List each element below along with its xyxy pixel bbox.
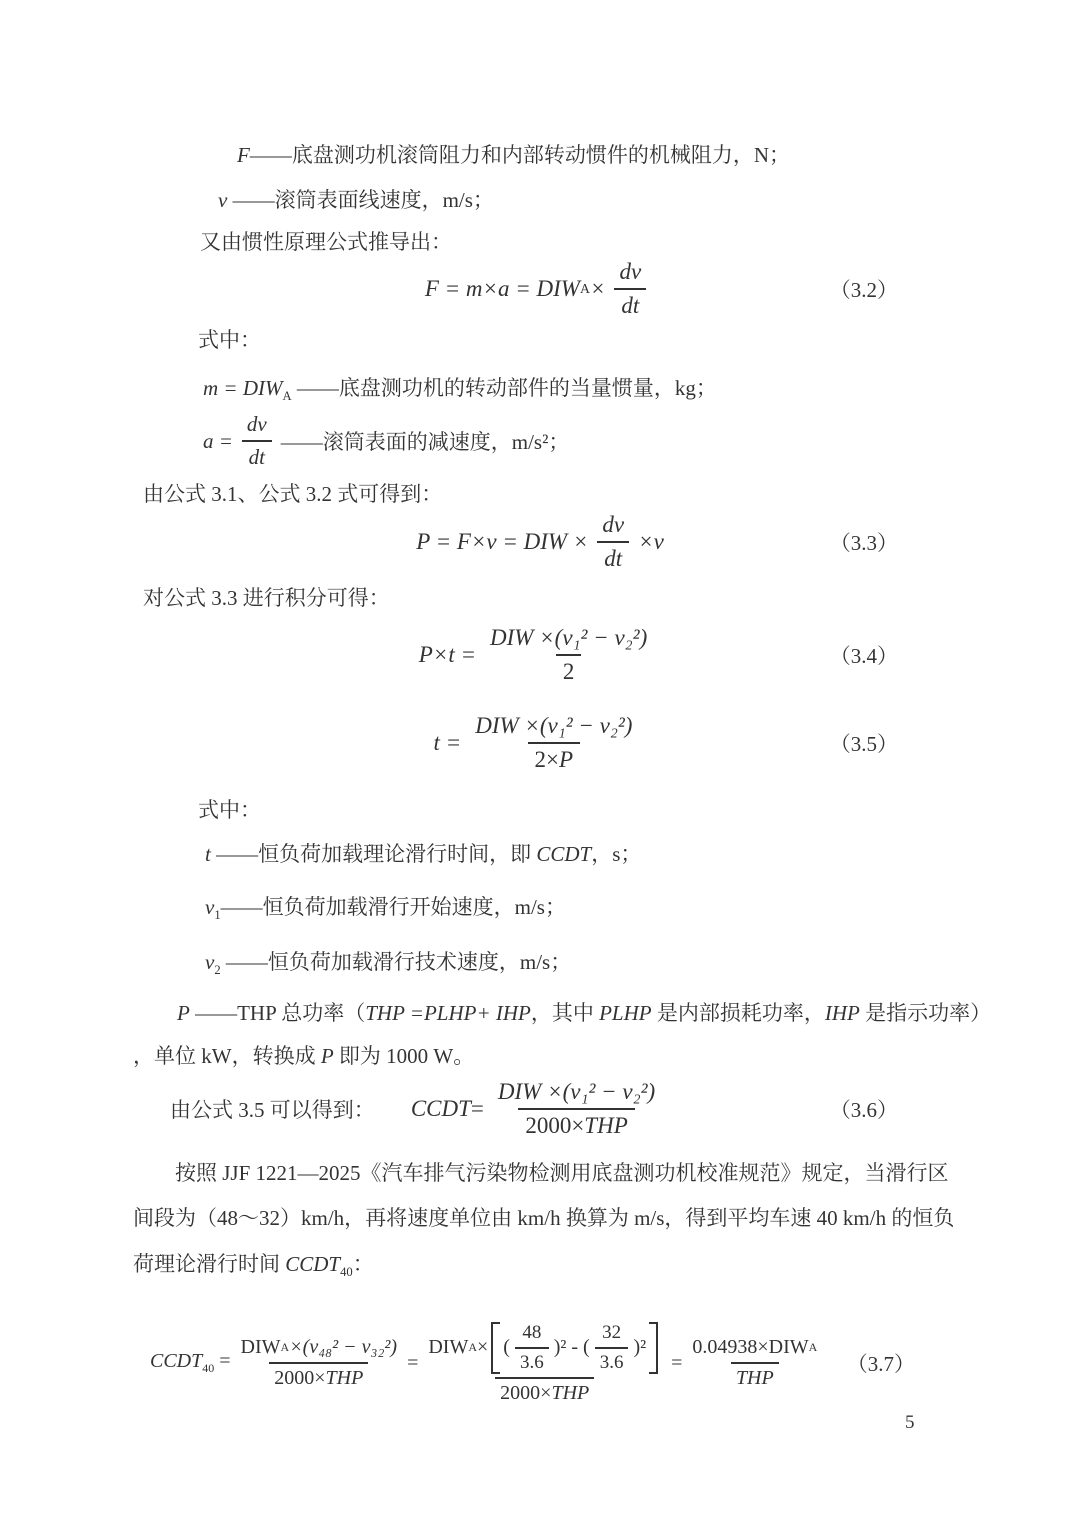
- definition-a: [203, 405, 569, 477]
- eq33-fraction: [595, 512, 631, 572]
- definition-v: [218, 187, 494, 213]
- eq37-inner-fraction-48: [515, 1322, 549, 1374]
- equation-number-3-2: （3.2）: [829, 278, 898, 302]
- eq36-label: 由公式 3.5 可以得到：: [170, 1098, 375, 1122]
- symbol-v2-sub: 2: [214, 963, 221, 978]
- symbol-P: P: [177, 1001, 190, 1025]
- eq37-f1-denominator: [269, 1362, 368, 1390]
- symbol-v: v: [218, 188, 228, 212]
- eq35-fraction: [468, 713, 639, 773]
- eq37-inner-48-num: 48: [522, 1321, 542, 1343]
- eq34-denominator: 2: [556, 654, 582, 685]
- definition-P-text-1: ——THP 总功率（: [189, 1001, 366, 1025]
- eq35-lhs: t =: [433, 730, 462, 755]
- paragraph-jjf-line-2: 间段为（48～32）km/h，再将速度单位由 km/h 换算为 m/s，得到平均车速 40 km/h 的恒负: [133, 1206, 955, 1230]
- eq37-f2-den-coefficient: 2000×: [500, 1381, 552, 1404]
- eq36-fraction: [491, 1079, 662, 1139]
- eq37-f3-coefficient: 0.04938×DIW: [692, 1336, 809, 1358]
- eq32-subscript-A: A: [579, 281, 590, 296]
- eq37-equals-3: =: [671, 1351, 683, 1374]
- eq32-numerator: dv: [619, 259, 642, 284]
- equation-number-3-6: （3.6）: [829, 1098, 898, 1122]
- eq36-numerator: DIW ×(v₁² − v₂²): [497, 1079, 656, 1104]
- eq33-numerator: dv: [602, 512, 625, 537]
- eq37-f2-times: ×: [477, 1336, 489, 1358]
- definition-a-text: ——滚筒表面的减速度，m/s²；: [280, 430, 570, 454]
- definition-P-plhp: PLHP: [599, 1001, 652, 1025]
- paragraph-jjf-line-3-text: 荷理论滑行时间: [133, 1252, 286, 1276]
- paragraph-shizhong-1: 式中：: [198, 328, 261, 352]
- eq37-inner-32-den: 3.6: [595, 1347, 629, 1374]
- eq37-f3-denominator: THP: [731, 1362, 779, 1390]
- eq37-lhs: [150, 1350, 231, 1376]
- equation-3-7: [0, 1298, 1080, 1428]
- symbol-m-sub: A: [282, 389, 292, 404]
- paragraph-jjf-line-1: 按照 JJF 1221—2025《汽车排气污染物检测用底盘测功机校准规范》规定，当滑行区: [175, 1161, 949, 1185]
- definition-v1: [205, 894, 566, 924]
- definition-t: [205, 841, 641, 867]
- definition-P: [177, 1000, 991, 1026]
- eq37-f1-numerator: [236, 1336, 403, 1362]
- eq35-denominator: [528, 742, 581, 773]
- eq37-f1-den-variable: THP: [325, 1367, 364, 1389]
- eq37-f3-diw-sub: A: [808, 1340, 818, 1354]
- eq37-mid-text: )² - (: [553, 1336, 590, 1358]
- page-number: 5: [905, 1412, 915, 1433]
- eq35-den-coefficient: 2×: [534, 747, 560, 772]
- equation-3-2: [0, 251, 1080, 327]
- eq35-numerator: DIW ×(v₁² − v₂²): [475, 713, 633, 738]
- eq37-fraction-3: [687, 1336, 822, 1390]
- eq37-f3-numerator: [687, 1336, 822, 1362]
- eq37-equals-2: =: [407, 1351, 419, 1374]
- eq37-f2-diw: DIW: [428, 1336, 469, 1358]
- eq33-rhs: ×v: [638, 529, 664, 554]
- eq37-f1-diw: DIW: [240, 1336, 281, 1358]
- eq33-denominator: dt: [597, 541, 629, 572]
- eq34-lhs: P×t =: [418, 642, 476, 667]
- symbol-a: a =: [203, 428, 233, 453]
- equation-3-6: [0, 1071, 1080, 1147]
- equation-number-3-7: （3.7）: [846, 1352, 915, 1376]
- eq37-f2-numerator: [423, 1322, 666, 1377]
- eq37-bracket-group: [491, 1322, 658, 1374]
- paragraph-jjf-line-3: [133, 1251, 374, 1281]
- right-bracket-icon: [649, 1322, 658, 1374]
- paragraph-jjf-line-3-colon: ：: [352, 1252, 374, 1276]
- symbol-m-diw: m = DIW: [203, 376, 283, 400]
- eq36-denominator: [518, 1108, 634, 1139]
- eq37-ccdt: CCDT: [150, 1350, 203, 1372]
- definition-t-text-1: ——恒负荷加载理论滑行时间，即: [210, 842, 537, 866]
- definition-a-denominator: dt: [242, 440, 272, 470]
- eq37-f2-denominator: [495, 1377, 594, 1405]
- eq37-close-paren: )²: [633, 1336, 647, 1358]
- eq37-ccdt-sub: 40: [202, 1361, 215, 1375]
- eq32-fraction: [612, 259, 648, 319]
- definition-P-continuation: [133, 1043, 474, 1069]
- paragraph-from-3-1-3-2: 由公式 3.1、公式 3.2 式可得到：: [143, 482, 443, 506]
- equation-3-3: [0, 504, 1080, 580]
- definition-v2: [205, 949, 571, 979]
- eq37-f2-diw-sub: A: [468, 1340, 477, 1354]
- definition-P-text-4: 是指示功率）: [859, 1001, 992, 1025]
- eq32-lhs: F = m×a = DIW: [424, 276, 580, 301]
- definition-m: [203, 375, 717, 405]
- equation-3-4: [0, 617, 1080, 693]
- definition-a-fraction: [240, 412, 274, 470]
- definition-t-ccdt: CCDT: [536, 842, 592, 866]
- definition-P-thp-formula: THP =PLHP+ IHP: [365, 1001, 531, 1025]
- eq36-den-coefficient: 2000×: [525, 1113, 585, 1138]
- symbol-v1-sub: 1: [214, 908, 221, 923]
- eq37-f2-den-variable: THP: [551, 1381, 590, 1404]
- definition-P-cont-text-1: ，单位 kW，转换成: [133, 1044, 321, 1068]
- eq36-den-variable: THP: [584, 1113, 628, 1138]
- paragraph-jjf-ccdt40: CCDT: [285, 1252, 341, 1276]
- eq37-inner-48-den: 3.6: [515, 1347, 549, 1374]
- definition-v-text: ——滚筒表面线速度，m/s；: [227, 188, 494, 212]
- eq35-den-variable: P: [559, 747, 574, 772]
- symbol-v1: v: [205, 895, 215, 919]
- definition-m-text: ——底盘测功机的转动部件的当量惯量，kg；: [291, 376, 717, 400]
- equation-number-3-4: （3.4）: [829, 644, 898, 668]
- definition-P-cont-symbol: P: [320, 1044, 334, 1068]
- definition-v1-text: ——恒负荷加载滑行开始速度，m/s；: [220, 895, 566, 919]
- equation-3-5: [0, 705, 1080, 781]
- eq37-inner-fraction-32: [595, 1322, 629, 1374]
- definition-t-text-2: ，s；: [591, 842, 642, 866]
- left-bracket-icon: [491, 1322, 500, 1374]
- eq37-f1-diw-sub: A: [280, 1340, 290, 1354]
- eq37-equals-1: =: [214, 1350, 231, 1372]
- eq37-f1-den-coefficient: 2000×: [274, 1367, 326, 1389]
- paragraph-integrate: 对公式 3.3 进行积分可得：: [143, 586, 390, 610]
- eq32-times: ×: [589, 276, 606, 301]
- symbol-v2: v: [205, 950, 215, 974]
- eq33-lhs: P = F×v = DIW ×: [416, 529, 589, 554]
- symbol-F: F: [237, 143, 250, 167]
- eq36-equals: =: [470, 1096, 484, 1121]
- eq37-fraction-2: [423, 1322, 666, 1405]
- eq34-fraction: [483, 625, 654, 685]
- eq36-lhs: CCDT: [410, 1096, 471, 1121]
- eq37-fraction-1: [236, 1336, 403, 1390]
- definition-P-text-3: 是内部损耗功率，: [651, 1001, 825, 1025]
- symbol-t: t: [205, 842, 211, 866]
- eq37-f1-velocities: ×(v₄₈² − v₃₂²): [289, 1336, 398, 1358]
- definition-F: [237, 142, 790, 168]
- eq32-denominator: dt: [614, 288, 646, 319]
- equation-number-3-5: （3.5）: [829, 732, 898, 756]
- paragraph-shizhong-2: 式中：: [198, 798, 261, 822]
- paragraph-derive: 又由惯性原理公式推导出：: [200, 230, 452, 254]
- eq37-open-paren: (: [503, 1336, 510, 1358]
- equation-number-3-3: （3.3）: [829, 531, 898, 555]
- definition-a-numerator: dv: [246, 412, 267, 436]
- eq34-numerator: DIW ×(v₁² − v₂²): [489, 625, 648, 650]
- definition-v2-text: ——恒负荷加载滑行技术速度，m/s；: [220, 950, 572, 974]
- definition-P-text-2: ，其中: [530, 1001, 600, 1025]
- definition-P-cont-text-2: 即为 1000 W。: [333, 1044, 475, 1068]
- definition-F-text: ——底盘测功机滚筒阻力和内部转动惯件的机械阻力，N；: [249, 143, 790, 167]
- definition-P-ihp: IHP: [824, 1001, 860, 1025]
- eq37-inner-32-num: 32: [602, 1321, 622, 1343]
- paragraph-jjf-ccdt40-sub: 40: [340, 1265, 353, 1280]
